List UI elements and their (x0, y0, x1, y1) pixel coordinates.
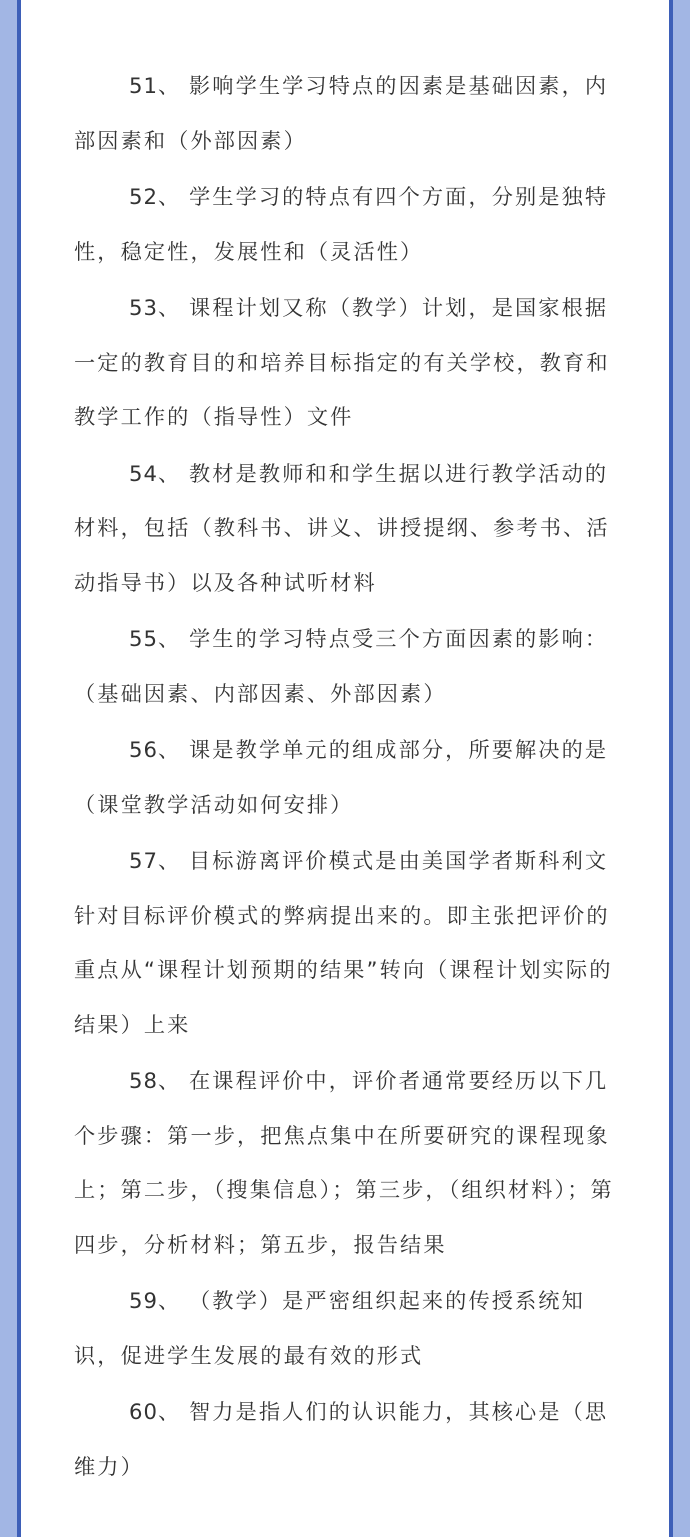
right-border-band (673, 0, 690, 1537)
article-card (21, 0, 669, 1537)
item-text: 学生的学习特点受三个方面因素的影响：（基础因素、内部因素、外部因素） (74, 626, 609, 706)
list-item-60 (74, 1385, 622, 1494)
list-item-54 (74, 447, 622, 611)
list-item-53 (74, 281, 622, 445)
item-text: 智力是指人们的认识能力，其核心是（思维力） (74, 1399, 609, 1479)
item-number: 59、 (129, 1288, 181, 1313)
right-border-line (669, 0, 673, 1537)
item-text: 目标游离评价模式是由美国学者斯科利文针对目标评价模式的弊病提出来的。即主张把评价的重点从“课程计划预期的结果”转向（课程计划实际的结果）上来 (74, 848, 613, 1037)
item-text: 影响学生学习特点的因素是基础因素，内部因素和（外部因素） (74, 73, 609, 153)
list-item-51 (74, 59, 622, 168)
item-number: 53、 (129, 295, 181, 320)
item-text: 教材是教师和和学生据以进行教学活动的材料，包括（教科书、讲义、讲授提纲、参考书、活动指导书）以及各种试听材料 (74, 460, 610, 595)
item-number: 54、 (129, 460, 181, 486)
list-item-58 (74, 1054, 622, 1272)
item-text: 学生学习的特点有四个方面，分别是独特性，稳定性，发展性和（灵活性） (74, 184, 609, 264)
list-item-57 (74, 834, 622, 1052)
item-number: 51、 (129, 73, 181, 98)
left-border-band (0, 0, 17, 1537)
item-number: 58、 (129, 1068, 181, 1093)
item-number: 55、 (129, 626, 181, 651)
item-text: 在课程评价中，评价者通常要经历以下几个步骤：第一步，把焦点集中在所要研究的课程现象上；第二步，（搜集信息）；第三步，（组织材料）；第四步，分析材料；第五步，报告结果 (74, 1068, 614, 1257)
item-text: 课程计划又称（教学）计划，是国家根据一定的教育目的和培养目标指定的有关学校，教育和教学工作的（指导性）文件 (74, 295, 610, 429)
list-item-59 (74, 1274, 622, 1383)
list-item-55 (74, 612, 622, 721)
item-number: 60、 (129, 1399, 181, 1424)
item-number: 57、 (129, 848, 181, 873)
item-number: 52、 (129, 184, 181, 209)
list-item-56 (74, 723, 622, 832)
list-item-52 (74, 170, 622, 279)
item-text: 课是教学单元的组成部分，所要解决的是（课堂教学活动如何安排） (74, 737, 609, 817)
item-text: （教学）是严密组织起来的传授系统知识，促进学生发展的最有效的形式 (74, 1288, 585, 1368)
item-number: 56、 (129, 737, 181, 762)
question-list (74, 59, 622, 1496)
